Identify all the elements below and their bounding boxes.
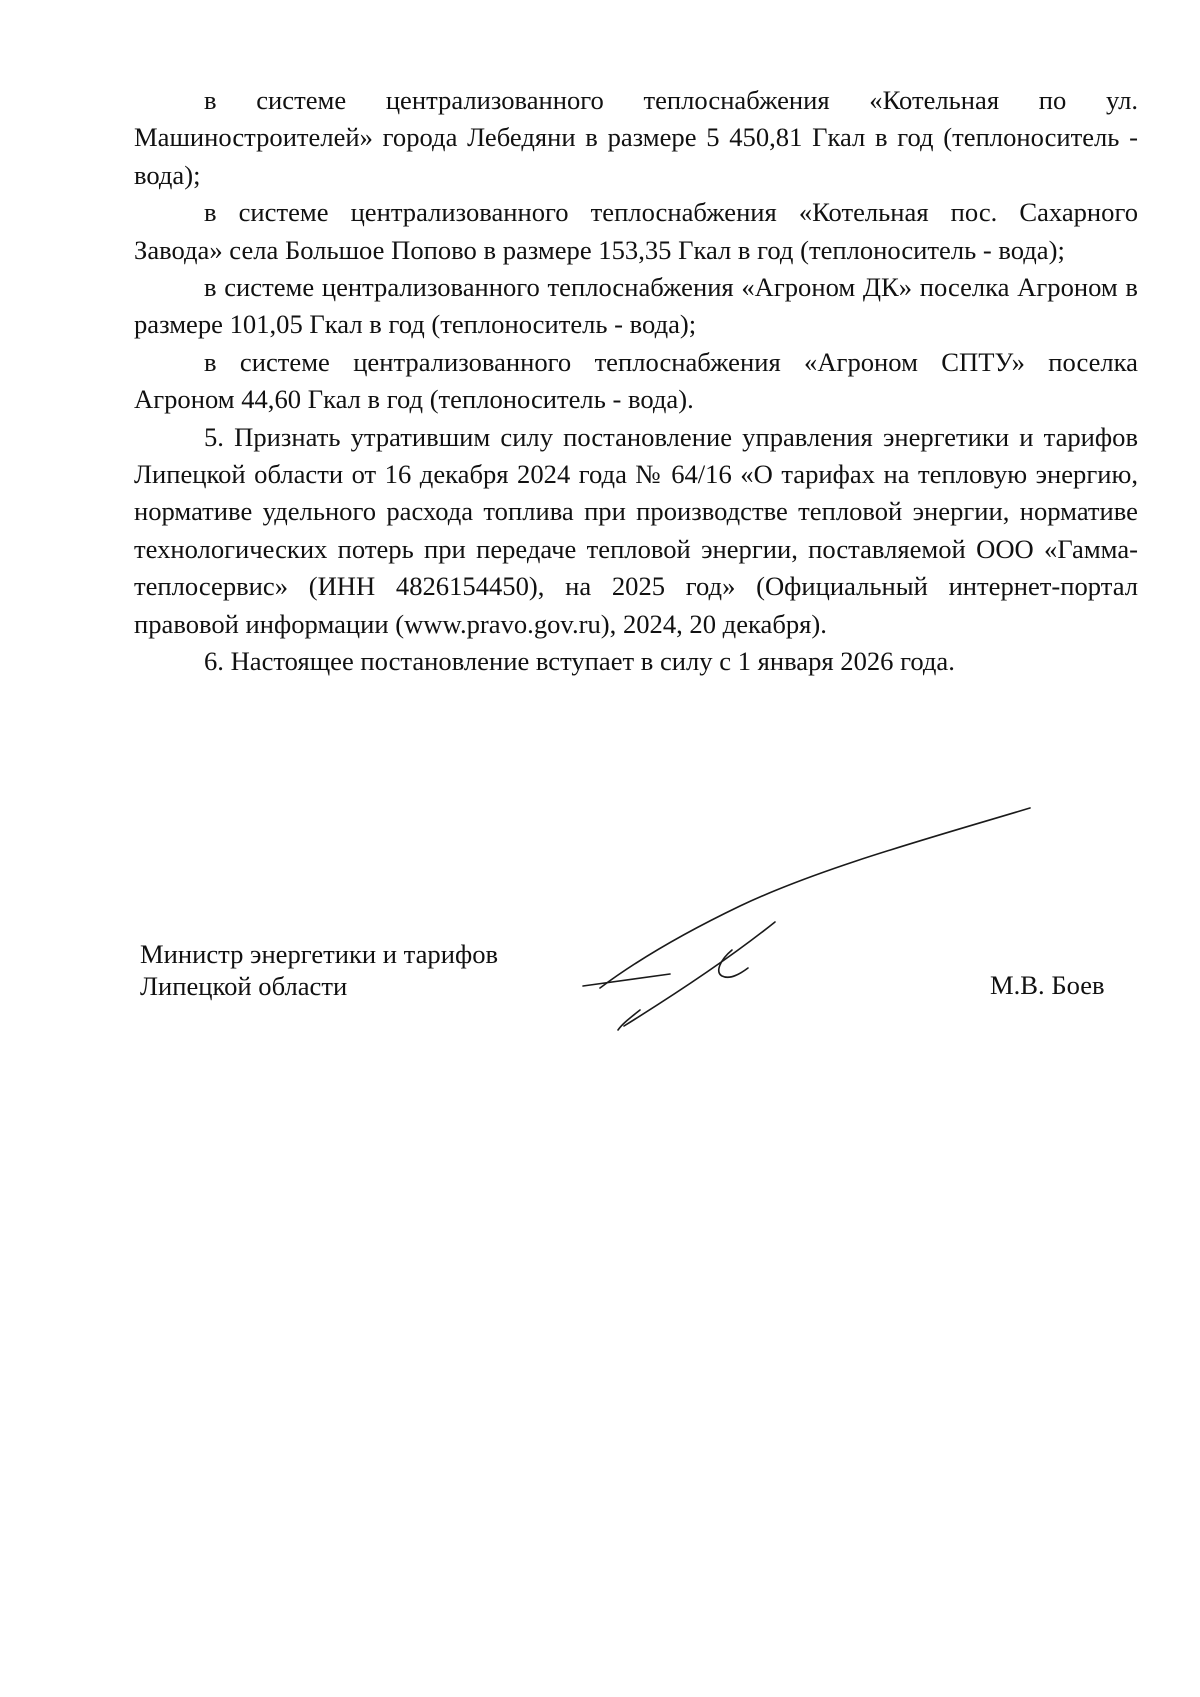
signature-stroke-diagonal bbox=[624, 922, 775, 1026]
document-body bbox=[134, 82, 1138, 681]
signature-stroke-hook bbox=[719, 950, 748, 977]
paragraph-item-6: 6. Настоящее постановление вступает в силу с 1 января 2026 года. bbox=[204, 646, 955, 677]
paragraph-agronom-dk: в системе централизованного теплоснабжения «Агроном ДК» поселка Агроном в размере 101,05 Гкал в год (теплоноситель - вода); bbox=[134, 272, 1138, 340]
signature-stroke-long bbox=[600, 808, 1030, 988]
paragraph-boiler-mashinostroiteley: в системе централизованного теплоснабжения «Котельная по ул. Машиностроителей» города Лебедяни в размере 5 450,81 Гкал в год (теплоноситель - вода); bbox=[134, 85, 1138, 190]
signer-name: М.В. Боев bbox=[990, 970, 1105, 1000]
signer-position bbox=[140, 938, 498, 1002]
paragraph-item-5: 5. Признать утратившим силу постановление управления энергетики и тарифов Липецкой области от 16 декабря 2024 года № 64/16 «О тарифах на тепловую энергию, нормативе удельного расхода топлива при производстве тепловой энергии, нормативе технологических потерь при передаче тепловой энергии, поставляемой ООО «Гамма-теплосервис» (ИНН 4826154450), на 2025 год» (Официальный интернет-портал правовой информации (www.pravo.gov.ru), 2024, 20 декабря). bbox=[134, 421, 1138, 639]
paragraph-boiler-sakharny-zavod: в системе централизованного теплоснабжения «Котельная пос. Сахарного Завода» села Большое Попово в размере 153,35 Гкал в год (теплоноситель - вода); bbox=[134, 197, 1138, 265]
paragraph-agronom-sptu: в системе централизованного теплоснабжения «Агроном СПТУ» поселка Агроном 44,60 Гкал в год (теплоноситель - вода). bbox=[134, 346, 1138, 415]
signer-position-line-1: Министр энергетики и тарифов bbox=[140, 939, 499, 969]
signer-position-line-2: Липецкой области bbox=[140, 971, 348, 1001]
signature-stroke-tail bbox=[618, 1010, 640, 1030]
signature-stroke-base bbox=[583, 974, 670, 986]
